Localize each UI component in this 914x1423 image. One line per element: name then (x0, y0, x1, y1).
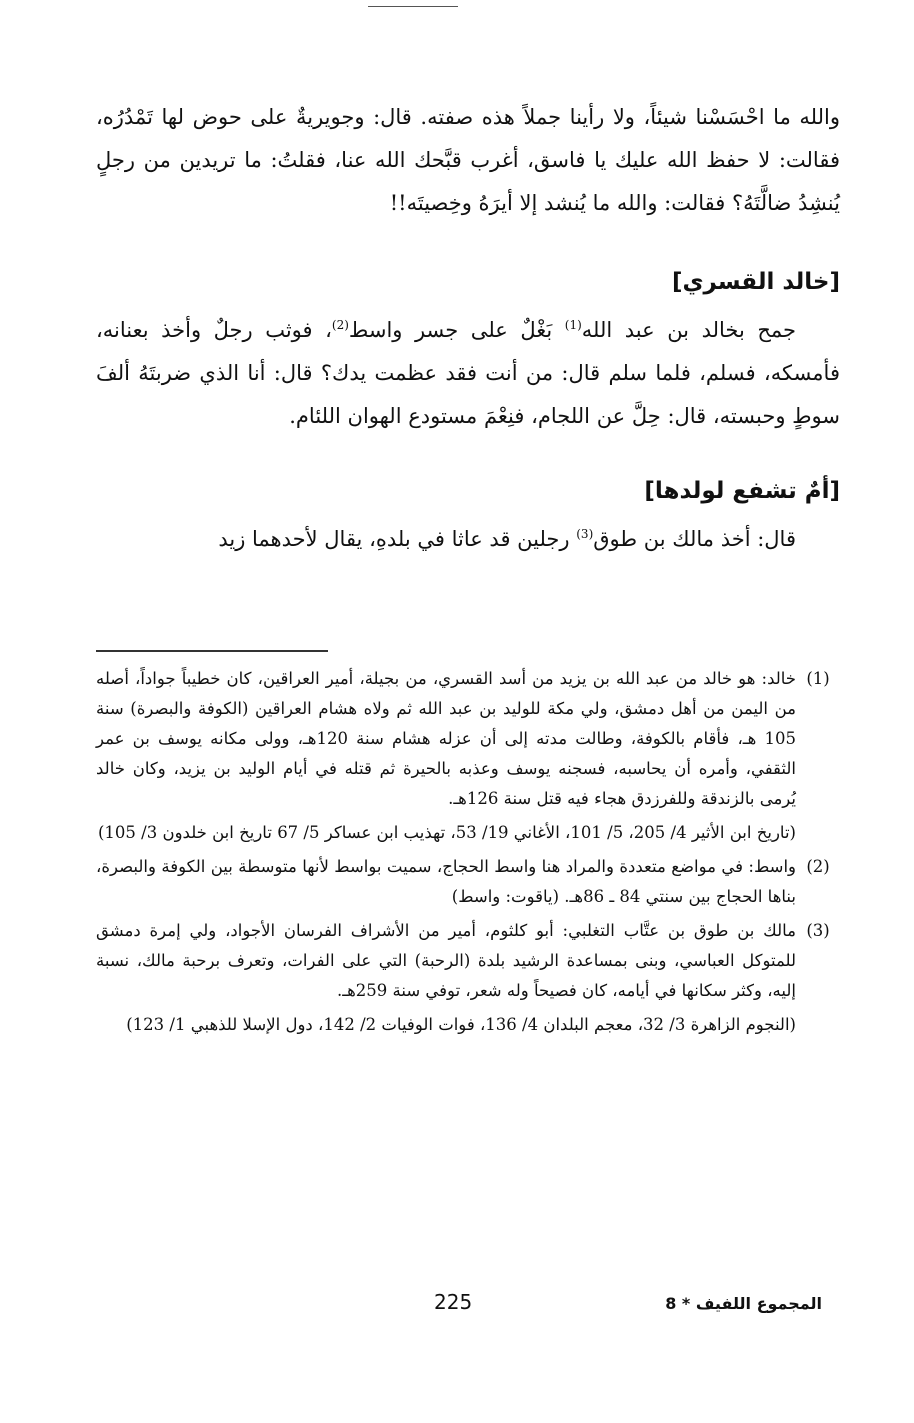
footnote-ref-1[interactable]: (1) (564, 318, 582, 332)
footnote-3-source: (النجوم الزاهرة 3/ 32، معجم البلدان 4/ 136، فوات الوفيات 2/ 142، دول الإسلا للذهبي 1/ 123) (126, 1015, 796, 1034)
paragraph-2-part-a: جمح بخالد بن عبد الله (581, 318, 797, 342)
footnote-2-text: واسط: في مواضع متعددة والمراد هنا واسط الحجاج، سميت بواسط لأنها متوسطة بين الكوفة والبصرة، بناها الحجاج بين سنتي 84 ـ 86هـ. (ياقوت: واسط) (96, 857, 796, 906)
footnote-2-body (96, 852, 796, 912)
section-heading-khalid: [خالد القسري] (671, 269, 840, 295)
paragraph-2-part-c: ، فوثب رجلٌ وأخذ بعنانه، فأمسكه، فسلم، فلما سلم قال: من أنت فقد عظمت يدك؟ قال: أنا الذي ضربتَهُ ألفَ سوطٍ وحبسته، قال: حِلَّ عن اللجام، فنِعْمَ مستودع الهوان اللئام. (96, 318, 840, 428)
footnote-2-number: (2) (806, 857, 830, 876)
page-number: 225 (434, 1290, 473, 1314)
footnote-3-text: مالك بن طوق بن عتَّاب التغلبي: أبو كلثوم، أمير من الأشراف الفرسان الأجواد، ولي إمرة دمشق للمتوكل العباسي، وبنى بمساعدة الرشيد بلدة (الرحبة) التي على الفرات، وتعرف برحبة مالك، نسبة إليه، وكثر سكانها في أيامه، كان فصيحاً وله شعر، توفي سنة 259هـ. (96, 921, 796, 1000)
paragraph-2 (96, 309, 840, 438)
footnote-ref-2[interactable]: (2) (331, 318, 349, 332)
page-footer (96, 1286, 840, 1326)
paragraph-3-part-b: رجلين قد عاثا في بلدهِ، يقال لأحدهما زيد (218, 527, 577, 551)
footnote-separator (96, 650, 328, 652)
footnote-1-body (96, 664, 796, 848)
footnote-1-number: (1) (806, 669, 830, 688)
running-title: المجموع اللفيف * 8 (665, 1294, 822, 1313)
paragraph-3 (96, 518, 840, 561)
footnote-3 (96, 916, 840, 1040)
footnote-1 (96, 664, 840, 848)
paragraph-1: والله ما احْسَسْنا شيئاً، ولا رأينا جملاً هذه صفته. قال: وجويريةٌ على حوض لها تَمْدُرُه، فقالت: لا حفظ الله عليك يا فاسق، أغرب قبَّحك الله عنا، فقلتُ: ما تريدين من رجلٍ يُنشِدُ ضالَّتَهُ؟ فقالت: والله ما يُنشد إلا أيرَهُ وخِصيتَه!! (96, 105, 840, 215)
footnote-3-body (96, 916, 796, 1040)
main-content (96, 96, 840, 561)
top-rule (368, 6, 458, 7)
section-heading-mother: [أمٌ تشفع لولدها] (644, 478, 840, 504)
paragraph-2-part-b: بَغْلٌ على جسر واسط (348, 318, 565, 342)
footnote-ref-3[interactable]: (3) (576, 527, 594, 541)
footnote-3-number: (3) (806, 921, 830, 940)
footnote-1-source: (تاريخ ابن الأثير 4/ 205، 5/ 101، الأغاني 19/ 53، تهذيب ابن عساكر 5/ 67 تاريخ ابن خلدون 3/ 105) (97, 823, 796, 842)
footnote-1-text: خالد: هو خالد من عبد الله بن يزيد من أسد القسري، من بجيلة، أمير العراقين، كان خطيباً جواداً، أصله من اليمن من أهل دمشق، ولي مكة للوليد بن عبد الله ثم ولاه هشام العراقين (الكوفة والبصرة) سنة 105 هـ، فأقام بالكوفة، وطالت مدته إلى أن عزله هشام سنة 120هـ، وولى مكانه يوسف بن عمر الثقفي، وأمره أن يحاسبه، فسجنه يوسف وعذبه بالحيرة ثم قتله في أيام الوليد بن يزيد، وكان خالد يُرمى بالزندقة وللفرزدق هجاء فيه قتل سنة 126هـ. (96, 669, 796, 808)
footnotes (96, 664, 840, 1044)
footnote-2 (96, 852, 840, 912)
paragraph-3-part-a: قال: أخذ مالك بن طوق (593, 527, 796, 551)
